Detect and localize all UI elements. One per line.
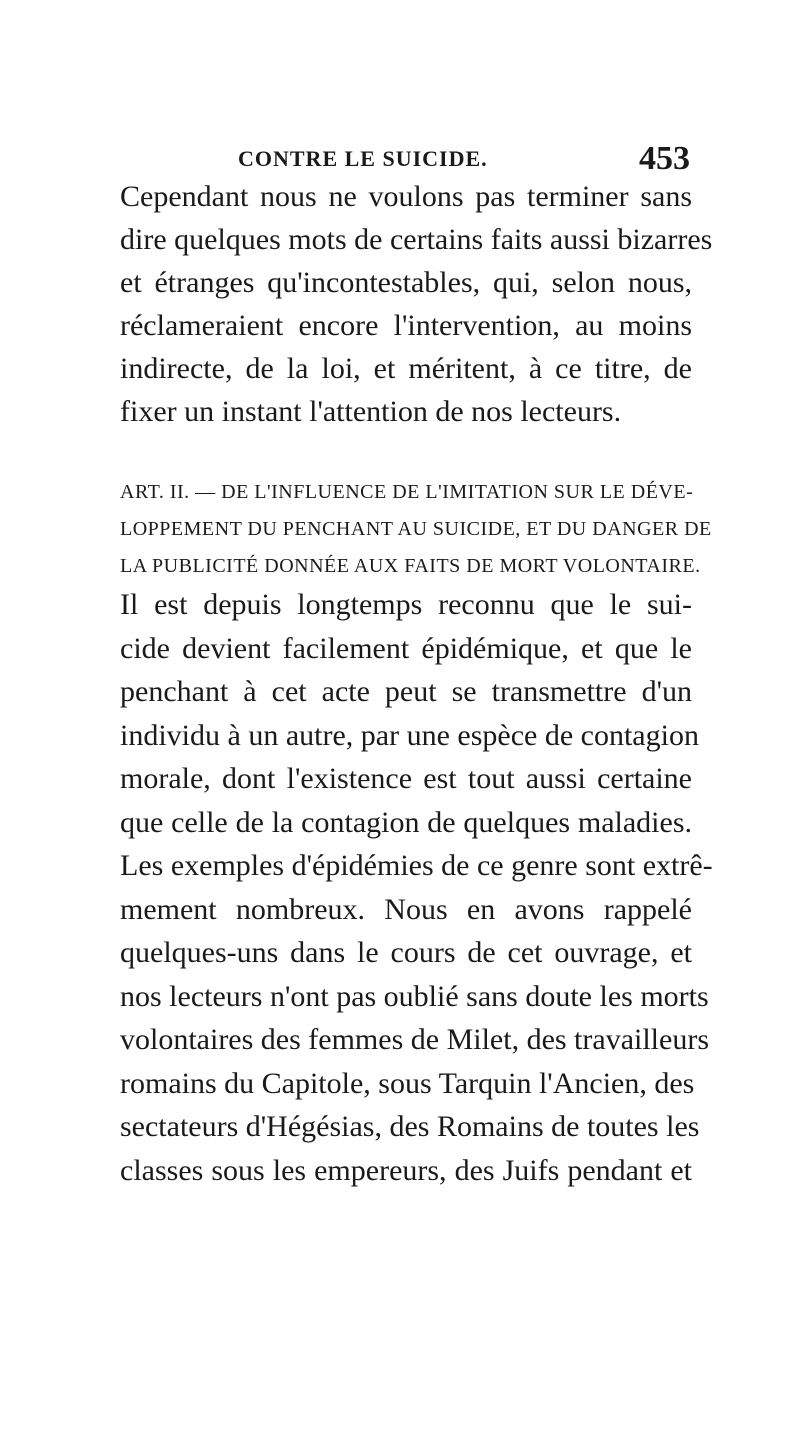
text-line: morale, dont l'existence est tout aussi certaine: [120, 762, 692, 795]
text-line: individu à un autre, par une espèce de contagion: [120, 718, 699, 752]
text-line: Il est depuis longtemps reconnu que le sui-: [120, 588, 692, 621]
text-line: sectateurs d'Hégésias, des Romains de toutes les: [120, 1110, 700, 1143]
text-line: quelques-uns dans le cours de cet ouvrage, et: [120, 936, 692, 969]
text-line: Cependant nous ne voulons pas terminer sans: [120, 180, 692, 213]
heading-line: LOPPEMENT DU PENCHANT AU SUICIDE, ET DU DANGER DE: [120, 518, 712, 540]
section-heading: [120, 474, 712, 585]
paragraph-contagion: [120, 583, 713, 1192]
text-line: volontaires des femmes de Milet, des travailleurs: [120, 1023, 709, 1056]
text-line: classes sous les empereurs, des Juifs pendant et: [120, 1153, 692, 1187]
text-line: mement nombreux. Nous en avons rappelé: [120, 892, 692, 926]
paragraph-intro: [120, 175, 713, 433]
text-line: indirecte, de la loi, et méritent, à ce titre, de: [120, 352, 692, 385]
text-line: dire quelques mots de certains faits aussi bizarres: [120, 223, 713, 256]
heading-line: LA PUBLICITÉ DONNÉE AUX FAITS DE MORT VOLONTAIRE.: [120, 555, 701, 577]
text-line: cide devient facilement épidémique, et que le: [120, 631, 692, 665]
heading-line: ART. II. — DE L'INFLUENCE DE L'IMITATION SUR LE DÉVE-: [120, 481, 694, 503]
text-line: romains du Capitole, sous Tarquin l'Ancien, des: [120, 1066, 695, 1100]
text-line: nos lecteurs n'ont pas oublié sans doute les morts: [120, 979, 709, 1013]
text-line: penchant à cet acte peut se transmettre d'un: [120, 675, 692, 708]
text-line: et étranges qu'incontestables, qui, selon nous,: [120, 266, 692, 299]
text-line: Les exemples d'épidémies de ce genre sont extrê-: [120, 849, 713, 882]
page-number: 453: [639, 140, 690, 177]
running-head: [120, 140, 690, 180]
running-title: CONTRE LE SUICIDE.: [238, 146, 488, 171]
text-line: que celle de la contagion de quelques maladies.: [120, 805, 692, 839]
text-line: réclameraient encore l'intervention, au moins: [120, 309, 692, 342]
text-line: fixer un instant l'attention de nos lecteurs.: [120, 395, 622, 428]
